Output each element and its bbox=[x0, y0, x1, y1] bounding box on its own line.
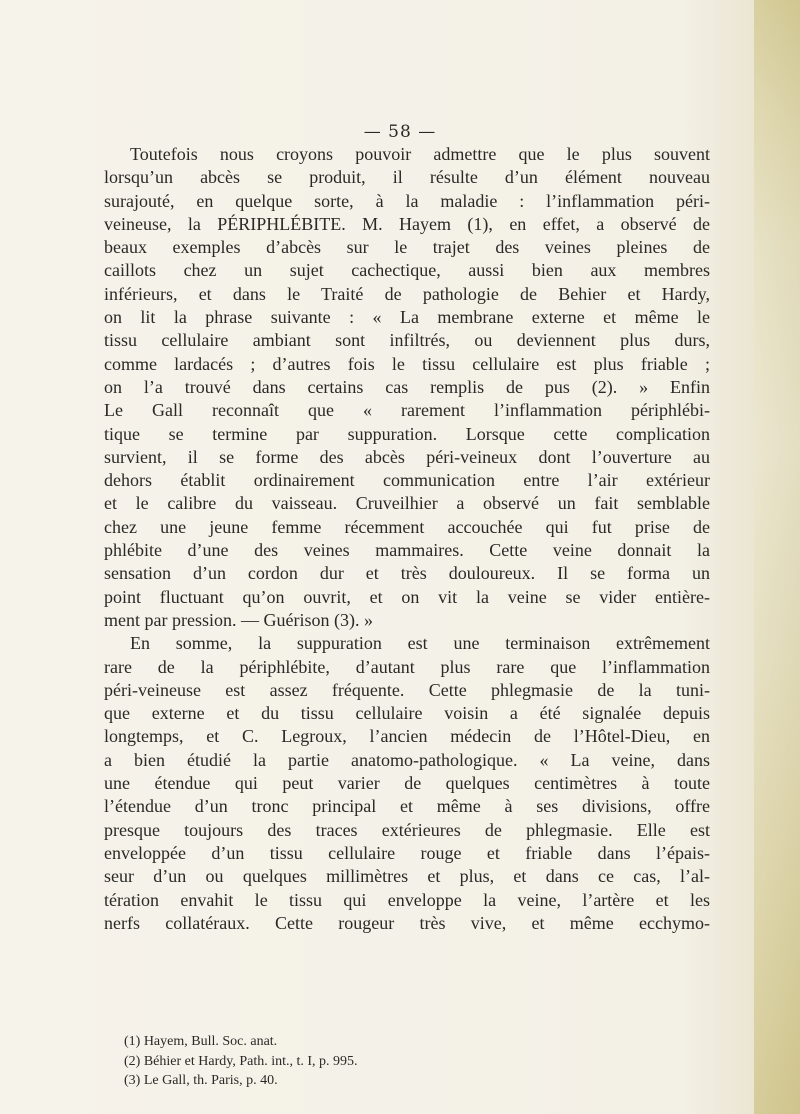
text-line: survient, il se forme des abcès péri-veineux dont l’ouverture au bbox=[104, 446, 710, 467]
text-line: En somme, la suppuration est une terminaison extrêmement bbox=[130, 633, 710, 654]
text-line: une étendue qui peut varier de quelques centimètres à toute bbox=[104, 773, 710, 794]
text-line: comme lardacés ; d’autres fois le tissu cellulaire est plus friable ; bbox=[104, 353, 710, 374]
text-line: presque toujours des traces extérieures de phlegmasie. Elle est bbox=[104, 819, 710, 840]
text-line: sensation d’un cordon dur et très douloureux. Il se forma un bbox=[104, 563, 710, 584]
text-line: caillots chez un sujet cachectique, aussi bien aux membres bbox=[104, 260, 710, 281]
text-line: phlébite d’une des veines mammaires. Cette veine donnait la bbox=[104, 540, 710, 561]
text-line: inférieurs, et dans le Traité de pathologie de Behier et Hardy, bbox=[104, 283, 710, 304]
text-line: surajouté, en quelque sorte, à la maladie : l’inflammation péri- bbox=[104, 190, 710, 211]
text-line: chez une jeune femme récemment accouchée qui fut prise de bbox=[104, 516, 710, 537]
text-line: beaux exemples d’abcès sur le trajet des veines pleines de bbox=[104, 237, 710, 258]
text-line: lorsqu’un abcès se produit, il résulte d’un élément nouveau bbox=[104, 167, 710, 188]
text-line: et le calibre du vaisseau. Cruveilhier a observé un fait semblable bbox=[104, 493, 710, 514]
text-line: seur d’un ou quelques millimètres et plus, et dans ce cas, l’al- bbox=[104, 866, 710, 887]
text-line: tissu cellulaire ambiant sont infiltrés, ou deviennent plus durs, bbox=[104, 330, 710, 351]
footnote: (1) Hayem, Bull. Soc. anat. bbox=[124, 1034, 278, 1049]
text-line: point fluctuant qu’on ouvrit, et on vit la veine se vider entière- bbox=[104, 586, 710, 607]
footnotes bbox=[124, 1032, 684, 1091]
text-line: veineuse, la PÉRIPHLÉBITE. M. Hayem (1), en effet, a observé de bbox=[104, 213, 710, 234]
text-line: enveloppée d’un tissu cellulaire rouge et friable dans l’épais- bbox=[104, 842, 710, 863]
text-line: tération envahit le tissu qui enveloppe la veine, l’artère et les bbox=[104, 889, 710, 910]
page-number: — 58 — bbox=[363, 122, 437, 142]
body-text bbox=[104, 143, 710, 935]
text-line: nerfs collatéraux. Cette rougeur très vive, et même ecchymo- bbox=[104, 912, 710, 933]
text-line: dehors établit ordinairement communication entre l’air extérieur bbox=[104, 470, 710, 491]
footnote: (2) Béhier et Hardy, Path. int., t. I, p. 995. bbox=[124, 1053, 358, 1069]
text-line: a bien étudié la partie anatomo-pathologique. « La veine, dans bbox=[104, 749, 710, 770]
text-line: on l’a trouvé dans certains cas remplis de pus (2). » Enfin bbox=[104, 376, 710, 397]
text-line: que externe et du tissu cellulaire voisin a été signalée depuis bbox=[104, 703, 710, 724]
text-line: tique se termine par suppuration. Lorsque cette complication bbox=[104, 423, 710, 444]
text-line: Le Gall reconnaît que « rarement l’inflammation périphlébi- bbox=[104, 400, 710, 421]
text-line: longtemps, et C. Legroux, l’ancien médecin de l’Hôtel-Dieu, en bbox=[104, 726, 710, 747]
text-line: péri-veineuse est assez fréquente. Cette phlegmasie de la tuni- bbox=[104, 679, 710, 700]
text-line: ment par pression. — Guérison (3). » bbox=[104, 609, 373, 630]
text-line: rare de la périphlébite, d’autant plus rare que l’inflammation bbox=[104, 656, 710, 677]
page-edge-stain bbox=[754, 0, 800, 1114]
text-line: Toutefois nous croyons pouvoir admettre que le plus souvent bbox=[130, 144, 710, 164]
footnote: (3) Le Gall, th. Paris, p. 40. bbox=[124, 1073, 278, 1088]
text-line: l’étendue d’un tronc principal et même à ses divisions, offre bbox=[104, 796, 710, 817]
text-line: on lit la phrase suivante : « La membrane externe et même le bbox=[104, 307, 710, 328]
